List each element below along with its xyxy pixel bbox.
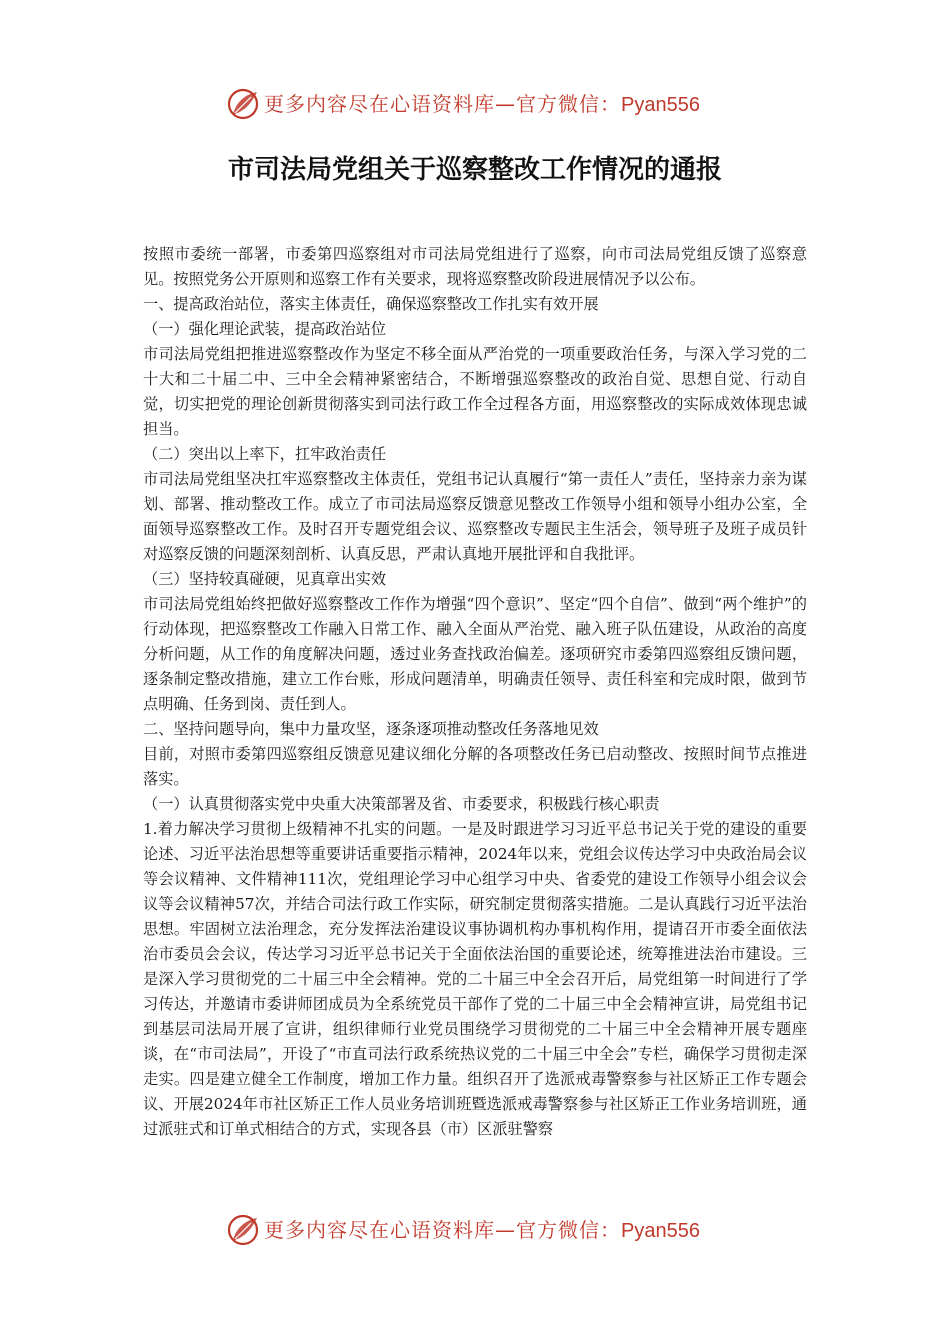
- footer-banner: [0, 1210, 950, 1250]
- paragraph: 市司法局党组坚决扛牢巡察整改主体责任，党组书记认真履行“第一责任人”责任，坚持亲力亲为谋划、部署、推动整改工作。成立了市司法局巡察反馈意见整改工作领导小组和领导小组办公室，全面领导巡察整改工作。及时召开专题党组会议、巡察整改专题民主生活会，领导班子及班子成员针对巡察反馈的问题深刻剖析、认真反思，严肃认真地开展批评和自我批评。: [143, 470, 807, 563]
- leaf-logo-icon: [225, 86, 261, 122]
- subsection-heading: （一）强化理论武装，提高政治站位: [143, 320, 386, 338]
- paragraph: 1.着力解决学习贯彻上级精神不扎实的问题。一是及时跟进学习习近平总书记关于党的建设的重要论述、习近平法治思想等重要讲话重要指示精神，2024年以来，党组会议传达学习中央政治局会议等会议精神、文件精神111次，党组理论学习中心组学习中央、省委党的建设工作领导小组会议会议等会议精神57次，并结合司法行政工作实际，研究制定贯彻落实措施。二是认真践行习近平法治思想。牢固树立法治理念，充分发挥法治建设议事协调机构办事机构作用，提请召开市委全面依法治市委员会会议，传达学习习近平总书记关于全面依法治国的重要论述，统筹推进法治市建设。三是深入学习贯彻党的二十届三中全会精神。党的二十届三中全会召开后，局党组第一时间进行了学习传达，并邀请市委讲师团成员为全系统党员干部作了党的二十届三中全会精神宣讲，局党组书记到基层司法局开展了宣讲，组织律师行业党员围绕学习贯彻党的二十届三中全会精神开展专题座谈，在“市司法局”，开设了“市直司法行政系统热议党的二十届三中全会”专栏，确保学习贯彻走深走实。四是建立健全工作制度，增加工作力量。组织召开了选派戒毒警察参与社区矫正工作专题会议、开展2024年市社区矫正工作人员业务培训班暨选派戒毒警察参与社区矫正工作业务培训班，通过派驻式和订单式相结合的方式，实现各县（市）区派驻警察: [143, 820, 807, 1138]
- banner-text: 更多内容尽在心语资料库—官方微信：Pyan556: [264, 1218, 700, 1242]
- banner-text: 更多内容尽在心语资料库—官方微信：Pyan556: [264, 92, 700, 116]
- paragraph: 市司法局党组把推进巡察整改作为坚定不移全面从严治党的一项重要政治任务，与深入学习党的二十大和二十届二中、三中全会精神紧密结合，不断增强巡察整改的政治自觉、思想自觉、行动自觉，切实把党的理论创新贯彻落实到司法行政工作全过程各方面，用巡察整改的实际成效体现忠诚担当。: [143, 345, 807, 438]
- section-heading: 一、提高政治站位，落实主体责任，确保巡察整改工作扎实有效开展: [143, 295, 599, 313]
- header-banner: [0, 84, 950, 124]
- subsection-heading: （二）突出以上率下，扛牢政治责任: [143, 445, 386, 463]
- paragraph: 目前，对照市委第四巡察组反馈意见建议细化分解的各项整改任务已启动整改、按照时间节点推进落实。: [143, 745, 807, 788]
- paragraph: 按照市委统一部署，市委第四巡察组对市司法局党组进行了巡察，向市司法局党组反馈了巡察意见。按照党务公开原则和巡察工作有关要求，现将巡察整改阶段进展情况予以公布。: [143, 245, 807, 288]
- page-title: 市司法局党组关于巡察整改工作情况的通报: [227, 155, 722, 185]
- wechat-handle: Pyan556: [621, 94, 700, 116]
- leaf-logo-icon: [225, 1212, 261, 1248]
- subsection-heading: （一）认真贯彻落实党中央重大决策部署及省、市委要求，积极践行核心职责: [143, 795, 660, 813]
- subsection-heading: （三）坚持较真碰硬，见真章出实效: [143, 570, 386, 588]
- wechat-handle: Pyan556: [621, 1220, 700, 1242]
- paragraph: 市司法局党组始终把做好巡察整改工作作为增强“四个意识”、坚定“四个自信”、做到“两个维护”的行动体现，把巡察整改工作融入日常工作、融入全面从严治党、融入班子队伍建设，从政治的高度分析问题，从工作的角度解决问题，透过业务查找政治偏差。逐项研究市委第四巡察组反馈问题，逐条制定整改措施，建立工作台账，形成问题清单，明确责任领导、责任科室和完成时限，做到节点明确、任务到岗、责任到人。: [143, 595, 807, 713]
- document-body: [143, 242, 807, 1142]
- section-heading: 二、坚持问题导向，集中力量攻坚，逐条逐项推动整改任务落地见效: [143, 720, 599, 738]
